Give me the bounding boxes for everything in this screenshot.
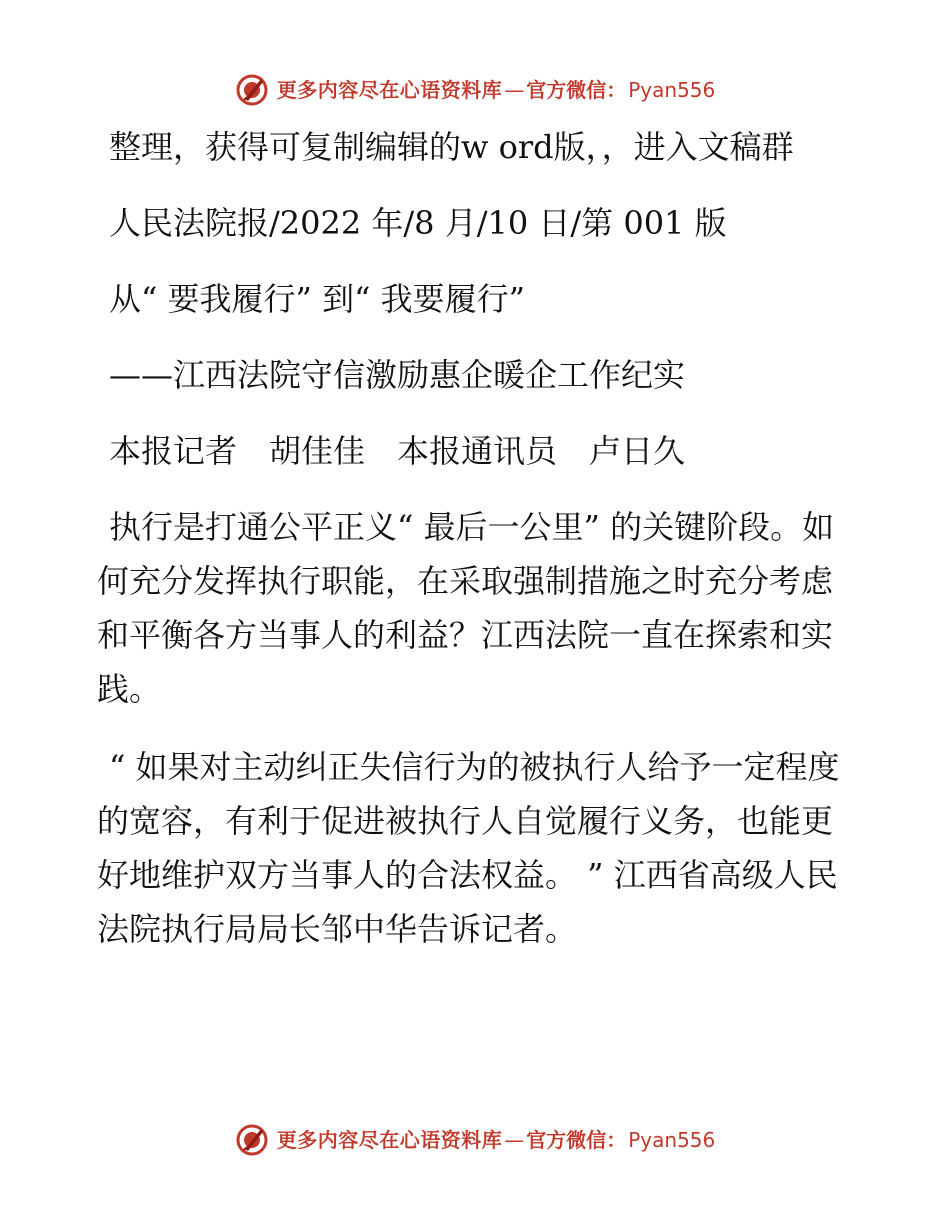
watermark-wechat-id: Pyan556 — [628, 78, 716, 102]
watermark-wechat-label: 官方微信： — [526, 1128, 627, 1152]
headline: 从“ 要我履行” 到“ 我要履行” — [109, 280, 525, 318]
watermark-brand: 更多内容尽在心语资料库 — [276, 78, 503, 102]
intro-line: 整理，获得可复制编辑的w ord版，，进入文稿群 — [109, 128, 794, 166]
header-watermark — [0, 70, 950, 110]
quill-seal-icon — [235, 1123, 269, 1157]
watermark-wechat-id: Pyan556 — [628, 1128, 716, 1152]
subtitle: ——江西法院守信激励惠企暖企工作纪实 — [109, 356, 686, 394]
watermark-brand: 更多内容尽在心语资料库 — [276, 1128, 503, 1152]
body-paragraph: 执行是打通公平正义“ 最后一公里” 的关键阶段。如何充分发挥执行职能，在采取强制措施之时充分考虑和平衡各方当事人的利益？江西法院一直在探索和实践。 — [97, 508, 835, 708]
document-body — [97, 120, 857, 956]
watermark-separator: — — [504, 1128, 525, 1152]
watermark-separator: — — [504, 78, 525, 102]
footer-watermark — [0, 1120, 950, 1160]
source-line: 人民法院报/2022 年/8 月/10 日/第 001 版 — [109, 204, 727, 242]
body-paragraph: “ 如果对主动纠正失信行为的被执行人给予一定程度的宽容，有利于促进被执行人自觉履行义务，也能更好地维护双方当事人的合法权益。 ” 江西省高级人民法院执行局局长邹中华告诉记者。 — [97, 748, 840, 948]
byline: 本报记者 胡佳佳 本报通讯员 卢日久 — [109, 432, 686, 470]
watermark-wechat-label: 官方微信： — [526, 78, 627, 102]
watermark-text — [277, 1130, 716, 1150]
watermark-text — [277, 80, 716, 100]
quill-seal-icon — [235, 73, 269, 107]
